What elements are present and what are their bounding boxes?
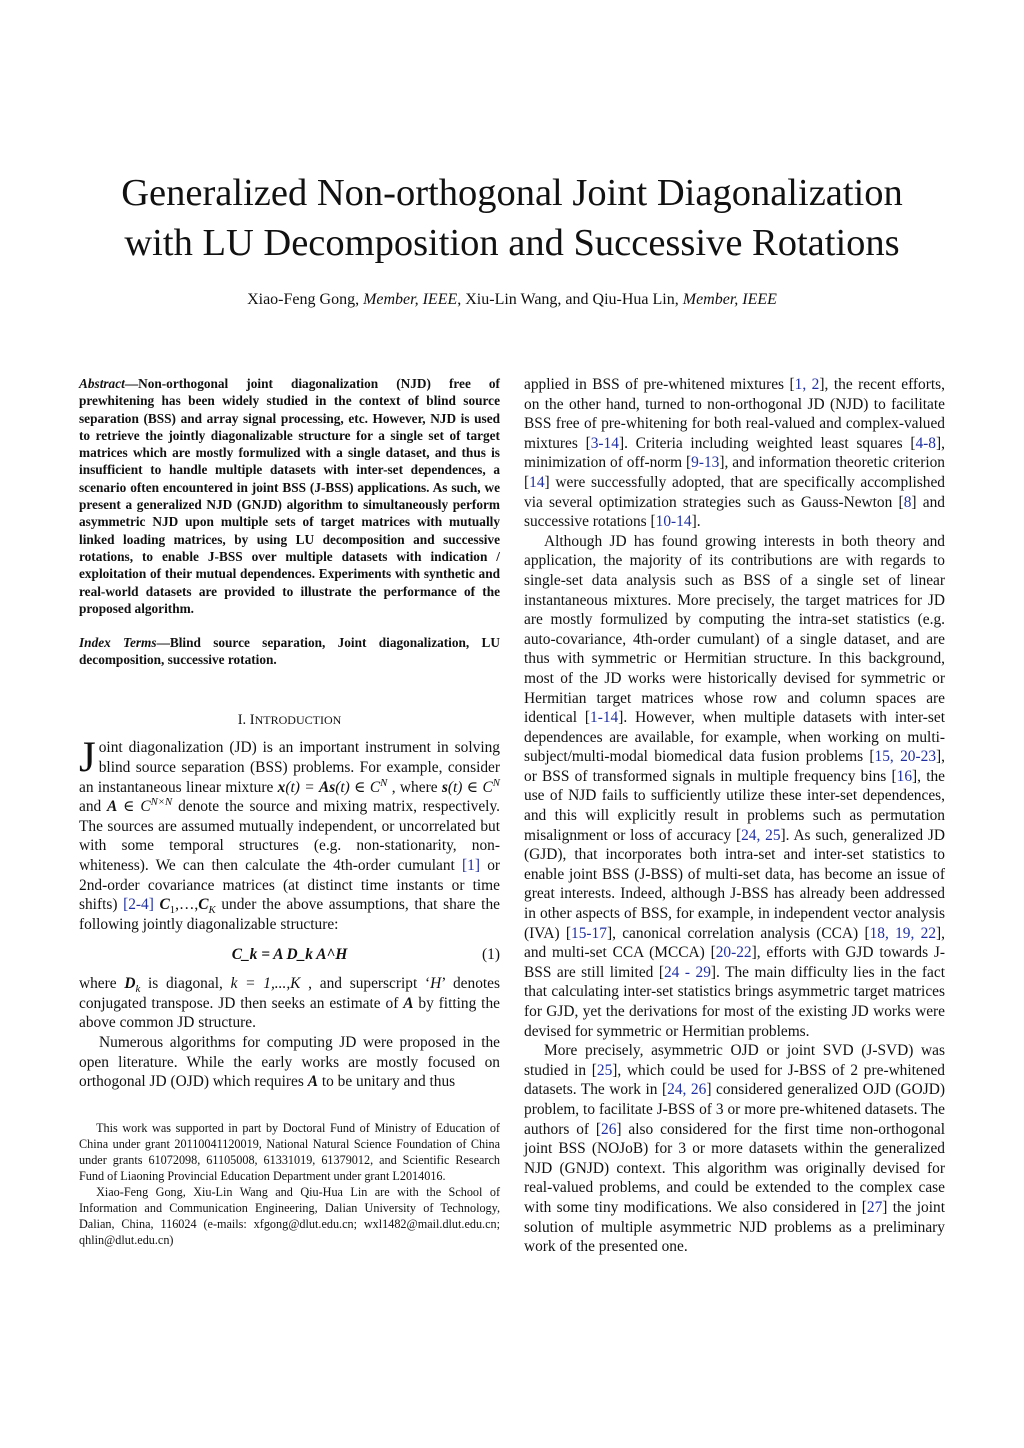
citation[interactable]: 25 — [596, 1061, 613, 1079]
citation[interactable]: 10-14 — [655, 513, 692, 531]
citation[interactable]: 20-22 — [715, 944, 752, 962]
body-paragraph-3: More precisely, asymmetric OJD or joint SVD (J-SVD) was studied in [25], which could be used for J-BSS of 2 pre-whitened datasets. The work in [24, 26] considered generalized OJD (GOJD) problem, to facilitate J-BSS of 3 or more pre-whitened datasets. The authors of [26] also considered for the first time non-orthogonal joint BSS (NOJoB) for 3 or more datasets within the generalized NJD (GNJD) context. This algorithm was originally devised for real-valued problems, and could be extended to the complex case with some tiny modifications. We also considered in [27] the joint solution of multiple asymmetric NJD problems as a preliminary work of the presented one. — [524, 1042, 945, 1256]
intro-paragraph-2: where $D_k$ is diagonal, k = 1,...,K , and superscript ‘H’ denotes conjugated transpose. JD then seeks an estimate of A by fitting the above common JD structure. — [79, 975, 500, 1032]
citation[interactable]: [1] — [462, 856, 480, 874]
index-terms-text: —Blind source separation, Joint diagonalization, LU decomposition, successive rotation. — [79, 635, 500, 668]
citation[interactable]: 15-17 — [571, 924, 607, 942]
index-terms-label: Index Terms — [79, 635, 157, 651]
footnote — [79, 1120, 500, 1248]
drop-cap: J — [79, 734, 96, 782]
author-1-role: Member, IEEE — [363, 291, 458, 308]
abstract — [79, 375, 500, 617]
intro-paragraph-1: Joint diagonalization (JD) is an important instrument in solving blind source separation (BSS) problems. For example, consider an instantaneous linear mixture x(t) = As(t) ∈ $C^N$ , where s(t) ∈ $C^N$ and A ∈ $C^{N\times N}$ denote the source and mixing matrix, respectively. The sources are assumed mutually independent, or uncorrelated but with some temporal structures (e.g. non-stationarity, non-whiteness). We can then calculate the 4th-order cumulant [1] or 2nd-order covariance matrices (at distinct time instants or time shifts) [2-4] $C_1,\dots,C_K$ under the above assumptions, that share the following jointly diagonalizable structure: — [79, 734, 501, 933]
citation[interactable]: 27 — [866, 1198, 883, 1216]
equation-1-number: (1) — [482, 946, 500, 964]
author-list — [0, 291, 1024, 309]
abstract-label: Abstract — [79, 376, 125, 391]
citation[interactable]: 26 — [601, 1120, 617, 1138]
author-3-role: Member, IEEE — [682, 291, 777, 308]
body-paragraph-1: applied in BSS of pre-whitened mixtures [1, 2], the recent efforts, on the other hand, turned to non-orthogonal JD (NJD) to facilitate BSS free of pre-whitening for both real-valued and complex-valued mixtures [3-14]. Criteria including weighted least squares [4-8], minimization of off-norm [9-13], and information theoretic criterion [14] were successfully adopted, that are specifically accomplished via several optimization strategies such as Gauss-Newton [8] and successive rotations [10-14]. — [524, 376, 946, 531]
body-paragraph-2: Although JD has found growing interests in both theory and application, the majority of its contributions are with regards to single-set data analysis such as BSS of a single set of linear instantaneous mixtures. More precisely, the target matrices for JD are mostly formulized by computing the intra-set statistics (e.g. auto-covariance, 4th-order cumulant) of a single dataset, and are thus with symmetric or Hermitian structure. In this background, most of the JD works were historically devised for symmetric or Hermitian target matrices whose row and column spaces are identical [1-14]. However, when multiple datasets with inter-set dependences are available, for example, when working on multi-subject/multi-modal biomedical data fusion problems [15, 20-23], or BSS of transformed signals in multiple frequency bins [16], the use of NJD fails to sufficiently utilize these inter-set dependences, and this will explicitly result in problems such as permutation misalignment or loss of accuracy [24, 25]. As such, generalized JD (GJD), that incorporates both intra-set and inter-set statistics to enable joint BSS (J-BSS) of multi-set data, has become an issue of great interests. Indeed, although J-BSS has already been addressed in other aspects of BSS, for example, in independent vector analysis (IVA) [15-17], canonical correlation analysis (CCA) [18, 19, 22], and multi-set CCA (MCCA) [20-22], efforts with GJD towards J-BSS are still limited [24 - 29]. The main difficulty lies in the fact that calculating inter-set statistics brings asymmetric target matrices for GJD, yet the derivations for most of the existing JD works were devised for symmetric or Hermitian problems. — [524, 532, 946, 1040]
intro-paragraph-3: Numerous algorithms for computing JD were proposed in the open literature. While the early works are mostly focused on orthogonal JD (OJD) which requires A to be unitary and thus — [79, 1034, 500, 1091]
citation[interactable]: 24 - 29 — [663, 963, 711, 981]
equation-1 — [79, 942, 500, 968]
citation[interactable]: 24, 25 — [741, 826, 781, 844]
index-terms — [79, 634, 500, 669]
left-column — [79, 375, 500, 1248]
section-heading-introduction: I. INTRODUCTION — [237, 711, 342, 728]
citation[interactable]: 15, 20-23 — [874, 748, 937, 766]
citation[interactable]: 14 — [529, 473, 545, 491]
title-line-1: Generalized Non-orthogonal Joint Diagonalization — [121, 172, 903, 214]
citation[interactable]: 4-8 — [915, 434, 936, 452]
citation[interactable]: 18, 19, 22 — [869, 924, 937, 942]
footnote-affiliation: Xiao-Feng Gong, Xiu-Lin Wang and Qiu-Hua Lin are with the School of Information and Communication Engineering, Dalian University of Technology, Dalian, China, 116024 (e-mails: xfgong@dlut.edu.cn; wxl1482@mail.dlut.edu.cn; qhlin@dlut.edu.cn) — [79, 1184, 500, 1247]
paper-title — [0, 168, 1024, 268]
citation[interactable]: 16 — [896, 767, 913, 785]
abstract-text: —Non-orthogonal joint diagonalization (NJD) free of prewhitening has been widely studied in the context of blind source separation (BSS) and array signal processing, etc. However, NJD is used to retrieve the jointly diagonalizable structure for a single set of target matrices which are mostly formulized with a single dataset, and thus is insufficient to handle multiple datasets with inter-set dependences, a scenario often encountered in joint BSS (J-BSS) applications. As such, we present a generalized NJD (GNJD) algorithm to simultaneously perform asymmetric NJD upon multiple sets of target matrices with mutually linked loading matrices, by using LU decomposition and successive rotations, to enable J-BSS over multiple datasets with indication / exploitation of their mutual dependences. Experiments with synthetic and real-world datasets are provided to illustrate the performance of the proposed algorithm. — [79, 376, 500, 616]
citation[interactable]: 1-14 — [590, 709, 619, 727]
author-1: Xiao-Feng Gong, — [247, 291, 364, 308]
equation-1-expression: C_k = A D_k A^H — [231, 946, 348, 964]
citation[interactable]: [2-4] — [123, 896, 154, 914]
citation[interactable]: 9-13 — [691, 454, 720, 472]
citation[interactable]: 8 — [903, 493, 912, 511]
title-line-2: with LU Decomposition and Successive Rotations — [124, 222, 900, 264]
footnote-funding: This work was supported in part by Doctoral Fund of Ministry of Education of China under grant 20110041120019, National Natural Science Foundation of China under grants 61072098, 61105008, 61331019, 61379012, and Scientific Research Fund of Liaoning Provincial Education Department under grant L2014016. — [79, 1120, 500, 1183]
citation[interactable]: 3-14 — [590, 434, 619, 452]
citation[interactable]: 1, 2 — [794, 376, 820, 393]
right-column — [524, 375, 945, 1257]
author-2-3: , Xiu-Lin Wang, and Qiu-Hua Lin, — [457, 291, 683, 308]
citation[interactable]: 24, 26 — [667, 1081, 707, 1099]
